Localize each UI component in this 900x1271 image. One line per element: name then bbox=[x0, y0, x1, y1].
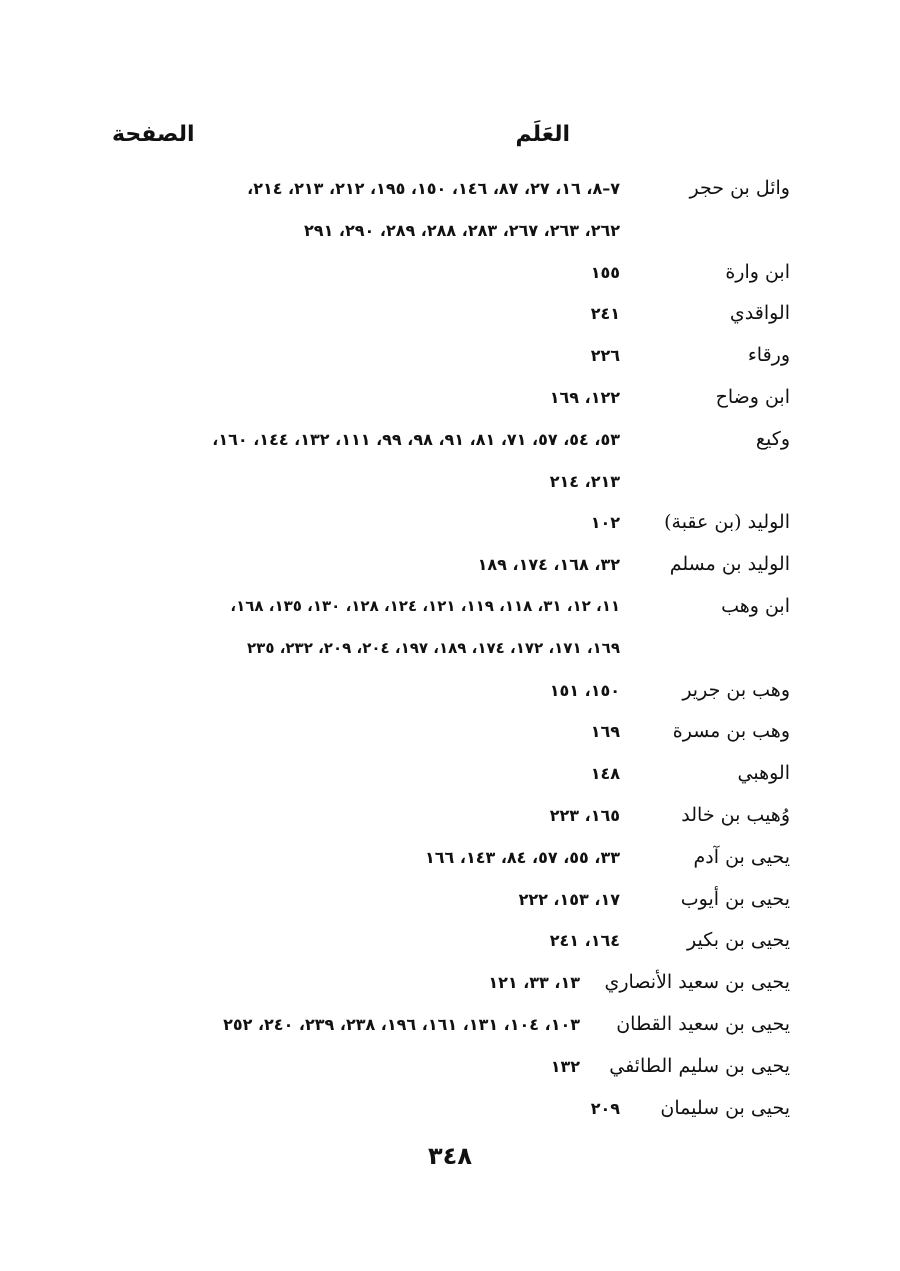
index-entry bbox=[110, 837, 790, 879]
page-number: ٣٤٨ bbox=[428, 1142, 472, 1170]
index-entry bbox=[110, 1088, 790, 1130]
entry-pages bbox=[110, 586, 620, 670]
page-refs-line: ٢٠٩ bbox=[590, 1098, 620, 1118]
page-refs-line: ١٦٥، ٢٢٣ bbox=[549, 805, 620, 825]
entry-pages bbox=[110, 293, 620, 335]
entry-pages bbox=[110, 1004, 580, 1046]
index-entry bbox=[110, 1004, 790, 1046]
page-refs-line: ١٣، ٣٣، ١٢١ bbox=[488, 973, 580, 993]
page-refs-line: ١٢٢، ١٦٩ bbox=[549, 387, 620, 407]
page-column-header: الصفحة bbox=[112, 122, 195, 147]
page-refs-line: ٣٢، ١٦٨، ١٧٤، ١٨٩ bbox=[477, 555, 620, 575]
page-refs-line: ١٣٢ bbox=[550, 1056, 580, 1076]
page-refs-line: ٢٤١ bbox=[590, 304, 620, 324]
entry-name: وهب بن مسرة bbox=[672, 720, 790, 743]
entry-name: الوليد بن مسلم bbox=[669, 553, 790, 576]
name-column-header: العَلَم bbox=[515, 122, 570, 147]
entry-name: يحيى بن سعيد القطان bbox=[616, 1012, 790, 1035]
entry-pages bbox=[110, 711, 620, 753]
page-refs-line: ١٥٥ bbox=[590, 262, 620, 282]
page-refs-line: ٥٣، ٥٤، ٥٧، ٧١، ٨١، ٩١، ٩٨، ٩٩، ١١١، ١٣٢، ١٤٤، ١٦٠، bbox=[212, 429, 620, 449]
entry-pages bbox=[110, 377, 620, 419]
index-entries bbox=[110, 168, 790, 1129]
entry-name: يحيى بن سعيد الأنصاري bbox=[604, 971, 790, 994]
page-refs-line: ١٠٣، ١٠٤، ١٣١، ١٦١، ١٩٦، ٢٣٨، ٢٣٩، ٢٤٠، ٢٥٢ bbox=[223, 1014, 580, 1034]
index-entry bbox=[110, 168, 790, 252]
entry-name: وهب بن جرير bbox=[682, 678, 790, 701]
index-entry bbox=[110, 586, 790, 670]
page-refs-line: ١٦٤، ٢٤١ bbox=[549, 931, 620, 951]
page-refs-line: ١٥٠، ١٥١ bbox=[549, 680, 620, 700]
index-entry bbox=[110, 419, 790, 503]
entry-pages bbox=[110, 168, 620, 252]
entry-pages bbox=[110, 837, 620, 879]
page-refs-line: ٢٢٦ bbox=[590, 346, 620, 366]
page-refs-line: ١٦٩ bbox=[590, 722, 620, 742]
page-refs-line: ٢٦٢، ٢٦٣، ٢٦٧، ٢٨٣، ٢٨٨، ٢٨٩، ٢٩٠، ٢٩١ bbox=[304, 220, 620, 240]
entry-name: وكيع bbox=[755, 427, 790, 450]
page-refs-line: ٢١٣، ٢١٤ bbox=[549, 471, 620, 491]
entry-pages bbox=[110, 962, 580, 1004]
entry-name: الوهبي bbox=[737, 762, 790, 785]
entry-pages bbox=[110, 419, 620, 503]
index-entry bbox=[110, 1046, 790, 1088]
entry-name: وائل بن حجر bbox=[689, 177, 790, 199]
entry-pages bbox=[110, 544, 620, 586]
index-entry bbox=[110, 544, 790, 586]
entry-name: وُهيب بن خالد bbox=[681, 803, 790, 826]
index-entry bbox=[110, 335, 790, 377]
page-refs-line: ١٦٩، ١٧١، ١٧٢، ١٧٤، ١٨٩، ١٩٧، ٢٠٤، ٢٠٩، ٢٣٢، ٢٣٥ bbox=[247, 638, 620, 657]
index-entry bbox=[110, 670, 790, 712]
index-entry bbox=[110, 962, 790, 1004]
entry-pages bbox=[110, 753, 620, 795]
entry-pages bbox=[110, 670, 620, 712]
page-refs-line: ٧–٨، ١٦، ٢٧، ٨٧، ١٤٦، ١٥٠، ١٩٥، ٢١٢، ٢١٣، ٢١٤، bbox=[247, 179, 620, 198]
entry-name: يحيى بن بكير bbox=[687, 929, 790, 952]
index-entry bbox=[110, 795, 790, 837]
entry-name: ورقاء bbox=[747, 344, 790, 367]
index-entry bbox=[110, 502, 790, 544]
page-refs-line: ١٧، ١٥٣، ٢٢٢ bbox=[518, 889, 620, 909]
index-entry bbox=[110, 252, 790, 294]
entry-name: يحيى بن آدم bbox=[693, 845, 790, 868]
entry-name: ابن وضاح bbox=[715, 385, 790, 408]
entry-pages bbox=[110, 335, 620, 377]
index-entry bbox=[110, 711, 790, 753]
entry-pages bbox=[110, 795, 620, 837]
page-refs-line: ١٤٨ bbox=[590, 764, 620, 784]
page-refs-line: ٣٣، ٥٥، ٥٧، ٨٤، ١٤٣، ١٦٦ bbox=[425, 847, 620, 867]
entry-pages bbox=[110, 1088, 620, 1130]
entry-name: يحيى بن أيوب bbox=[680, 887, 790, 910]
entry-name: يحيى بن سليم الطائفي bbox=[609, 1054, 790, 1077]
entry-name: الواقدي bbox=[729, 302, 790, 325]
page-refs-line: ١١، ١٢، ٣١، ١١٨، ١١٩، ١٢١، ١٢٤، ١٢٨، ١٣٠، ١٣٥، ١٦٨، bbox=[230, 596, 620, 615]
page-refs-line: ١٠٢ bbox=[590, 513, 620, 533]
entry-name: ابن وهب bbox=[721, 594, 790, 617]
entry-pages bbox=[110, 1046, 580, 1088]
index-entry bbox=[110, 753, 790, 795]
index-entry bbox=[110, 920, 790, 962]
entry-pages bbox=[110, 879, 620, 921]
entry-pages bbox=[110, 920, 620, 962]
index-entry bbox=[110, 879, 790, 921]
entry-name: الوليد (بن عقبة) bbox=[664, 511, 790, 534]
index-entry bbox=[110, 377, 790, 419]
entry-name: ابن وارة bbox=[725, 260, 790, 283]
entry-name: يحيى بن سليمان bbox=[660, 1096, 790, 1119]
entry-pages bbox=[110, 252, 620, 294]
index-entry bbox=[110, 293, 790, 335]
entry-pages bbox=[110, 502, 620, 544]
